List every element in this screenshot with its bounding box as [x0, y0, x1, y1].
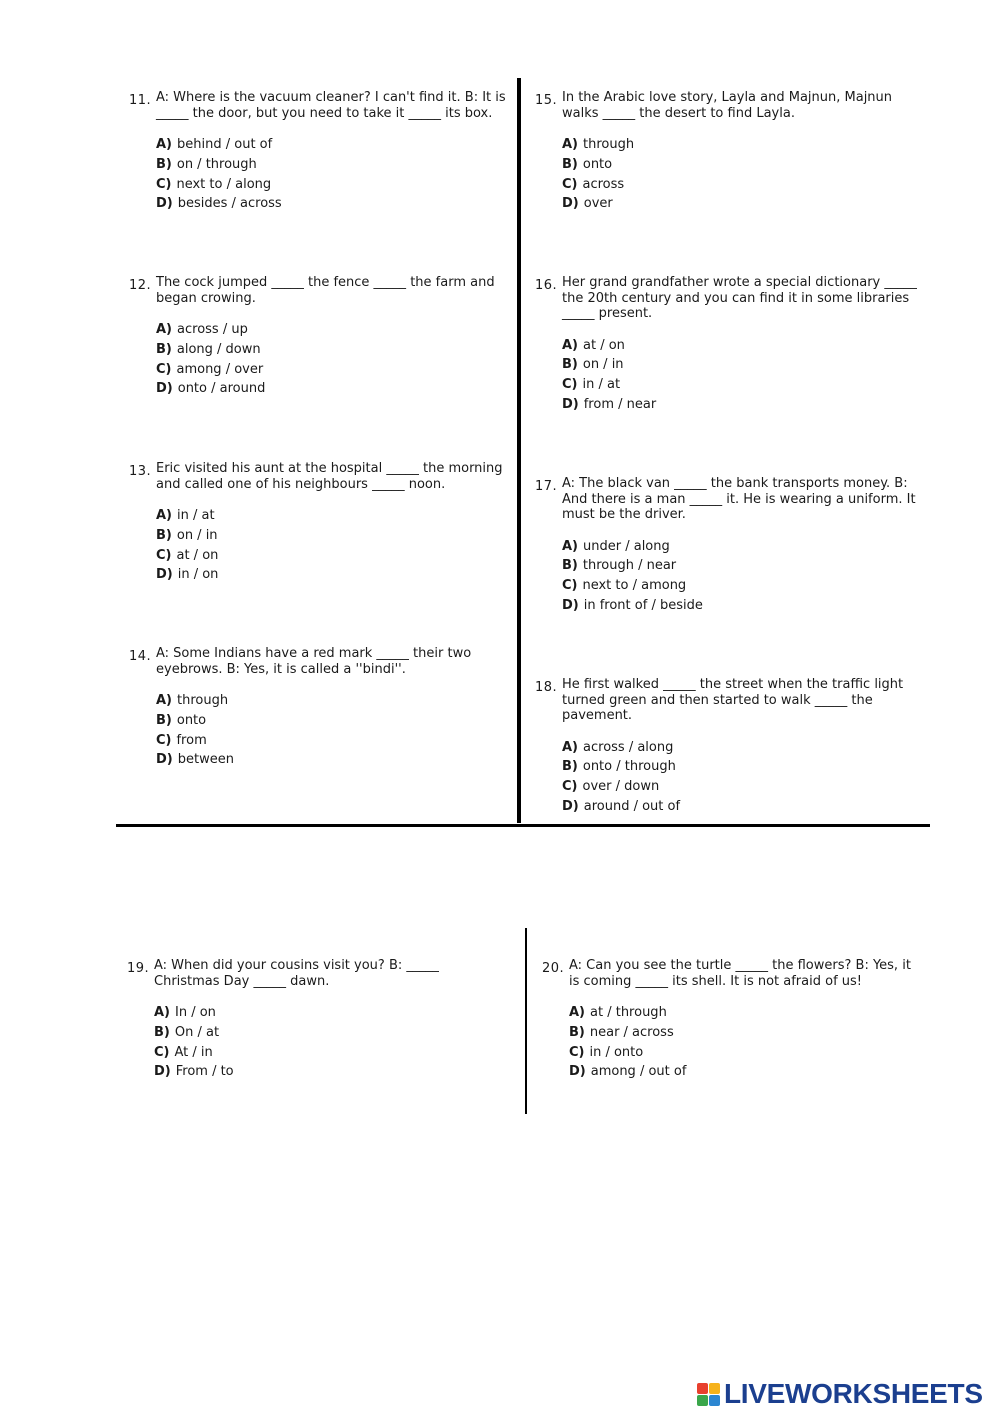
question-number: 14. [129, 649, 152, 664]
option-a[interactable]: A) through [156, 693, 229, 708]
question-16 [535, 275, 917, 415]
option-b[interactable]: B) along / down [156, 341, 261, 357]
question-stem: A: Some Indians have a red mark _____ their two eyebrows. B: Yes, it is called a ''bindi''. [156, 646, 472, 677]
option-a[interactable]: A) in / at [156, 508, 215, 523]
question-18 [535, 677, 917, 817]
option-c[interactable]: C) from [156, 732, 207, 748]
question-20 [542, 958, 925, 1082]
question-number: 18. [535, 680, 558, 695]
question-stem: A: Can you see the turtle _____ the flowers? B: Yes, it is coming _____ its shell. It is not afraid of us! [569, 958, 911, 989]
option-a[interactable]: A) at / on [562, 337, 625, 353]
answer-options [562, 135, 917, 214]
question-15 [535, 90, 917, 214]
option-d[interactable]: D) over [562, 196, 613, 212]
option-c[interactable]: C) next to / along [156, 176, 272, 192]
option-b[interactable]: B) onto [562, 156, 613, 172]
question-number: 20. [542, 961, 565, 976]
question-number: 19. [127, 961, 150, 976]
logo-mark-icon [697, 1383, 720, 1406]
question-stem: A: When did your cousins visit you? B: _____ Christmas Day _____ dawn. [154, 958, 439, 989]
option-c[interactable]: C) at / on [156, 547, 219, 563]
question-stem: He first walked _____ the street when the traffic light turned green and then started to walk _____ the pavement. [562, 677, 904, 723]
option-d[interactable]: D) in front of / beside [562, 597, 703, 613]
answer-options [562, 336, 917, 415]
option-a[interactable]: A) across / up [156, 322, 248, 337]
question-stem: In the Arabic love story, Layla and Majnun, Majnun walks _____ the desert to find Layla. [562, 90, 893, 121]
option-b[interactable]: B) On / at [154, 1024, 220, 1040]
question-12 [129, 275, 516, 399]
option-a[interactable]: A) In / on [154, 1005, 216, 1020]
section-divider [116, 824, 930, 827]
answer-options [569, 1003, 925, 1082]
question-number: 16. [535, 278, 558, 293]
option-d[interactable]: D) besides / across [156, 196, 282, 212]
option-d[interactable]: D) onto / around [156, 381, 266, 397]
question-number: 12. [129, 278, 152, 293]
question-number: 15. [535, 93, 558, 108]
question-number: 17. [535, 479, 558, 494]
answer-options [156, 135, 516, 214]
option-c[interactable]: C) in / onto [569, 1044, 644, 1060]
option-b[interactable]: B) near / across [569, 1024, 674, 1040]
option-a[interactable]: A) across / along [562, 739, 674, 755]
column-divider-top [517, 78, 521, 823]
option-d[interactable]: D) between [156, 752, 234, 768]
option-b[interactable]: B) on / through [156, 156, 257, 172]
question-17 [535, 476, 917, 616]
option-c[interactable]: C) At / in [154, 1044, 213, 1060]
logo-text: LIVEWORKSHEETS [724, 1378, 983, 1409]
question-stem: A: Where is the vacuum cleaner? I can't find it. B: It is _____ the door, but you need to take it _____ its box. [156, 90, 506, 121]
option-c[interactable]: C) over / down [562, 779, 660, 795]
answer-options [562, 738, 917, 817]
liveworksheets-logo [697, 1378, 983, 1410]
question-stem: The cock jumped _____ the fence _____ the farm and began crowing. [156, 275, 495, 306]
question-stem: A: The black van _____ the bank transports money. B: And there is a man _____ it. He is wearing a uniform. It must be the driver. [562, 476, 916, 522]
answer-options [156, 691, 516, 770]
option-a[interactable]: A) under / along [562, 538, 670, 554]
option-a[interactable]: A) at / through [569, 1005, 667, 1020]
column-divider-bottom [525, 928, 527, 1114]
answer-options [154, 1003, 454, 1082]
option-d[interactable]: D) in / on [156, 567, 219, 583]
option-b[interactable]: B) onto / through [562, 759, 676, 775]
answer-options [156, 506, 516, 585]
option-b[interactable]: B) on / in [156, 527, 218, 543]
option-c[interactable]: C) across [562, 176, 625, 192]
option-a[interactable]: A) through [562, 137, 635, 152]
question-19 [127, 958, 454, 1082]
option-b[interactable]: B) through / near [562, 558, 677, 574]
answer-options [156, 320, 516, 399]
option-c[interactable]: C) among / over [156, 361, 264, 377]
question-number: 11. [129, 93, 152, 108]
option-d[interactable]: D) From / to [154, 1064, 234, 1080]
question-14 [129, 646, 516, 770]
question-11 [129, 90, 516, 214]
option-c[interactable]: C) in / at [562, 377, 621, 393]
question-stem: Her grand grandfather wrote a special dictionary _____ the 20th century and you can find it in some libraries _____ present. [562, 275, 917, 321]
answer-options [562, 537, 917, 616]
option-b[interactable]: B) onto [156, 712, 207, 728]
question-stem: Eric visited his aunt at the hospital _____ the morning and called one of his neighbours _____ noon. [156, 461, 503, 492]
option-c[interactable]: C) next to / among [562, 578, 687, 594]
option-d[interactable]: D) from / near [562, 396, 657, 412]
option-d[interactable]: D) among / out of [569, 1064, 687, 1080]
question-number: 13. [129, 464, 152, 479]
option-a[interactable]: A) behind / out of [156, 137, 273, 152]
option-b[interactable]: B) on / in [562, 357, 624, 373]
option-d[interactable]: D) around / out of [562, 798, 681, 814]
question-13 [129, 461, 516, 585]
